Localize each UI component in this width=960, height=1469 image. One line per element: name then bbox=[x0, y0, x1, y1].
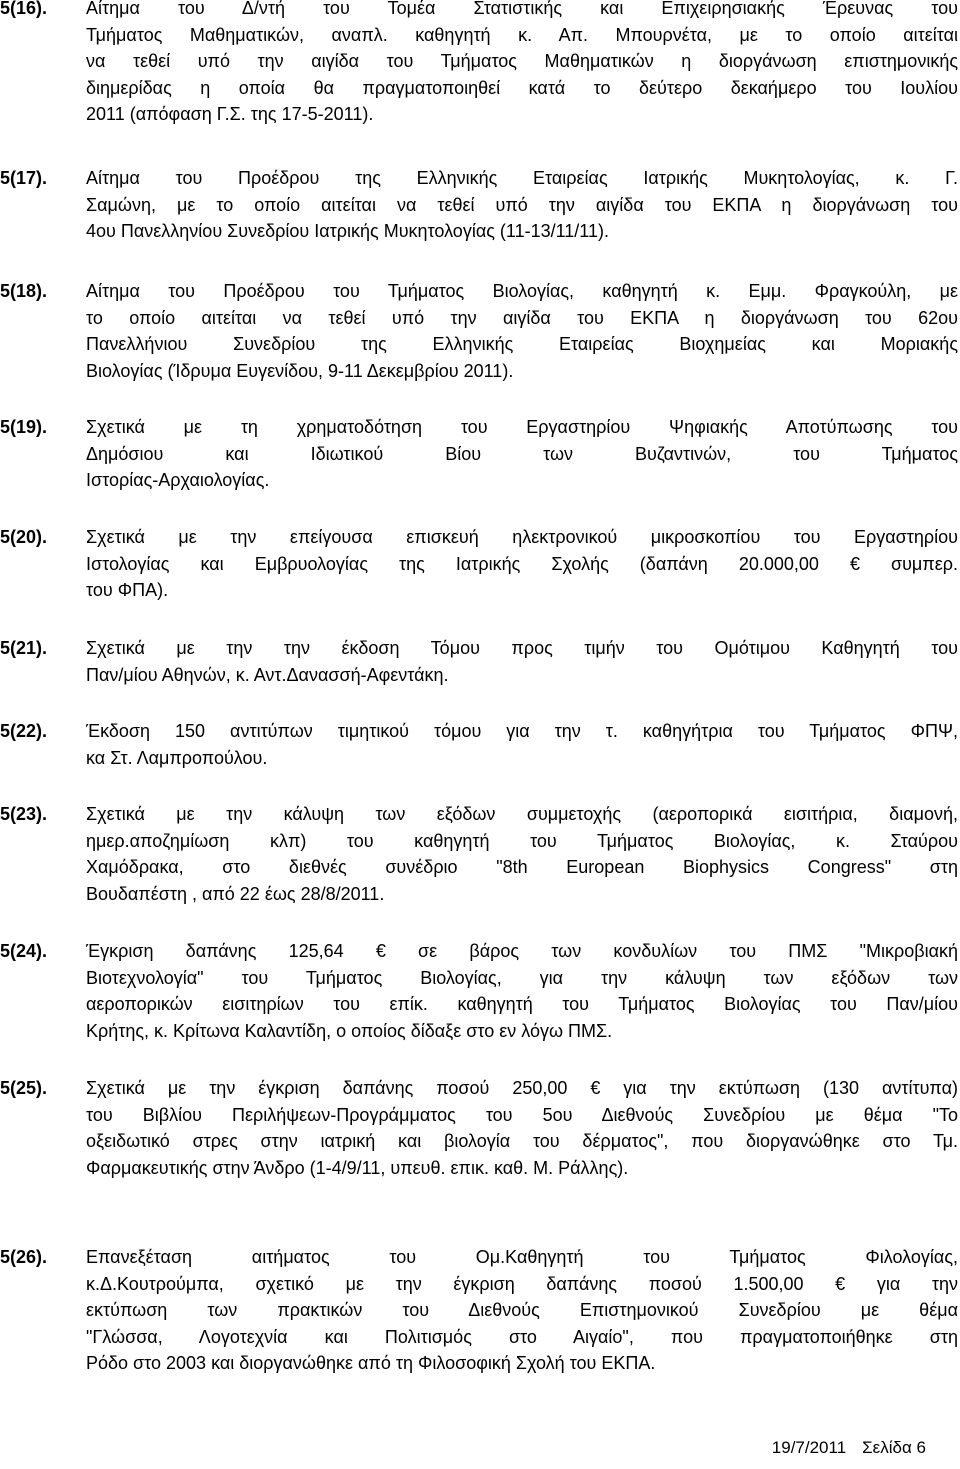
text-line: Έγκριση δαπάνης 125,64 € σε βάρος των κονδυλίων του ΠΜΣ "Μικροβιακή bbox=[86, 941, 958, 961]
text-line: Σχετικά με την επείγουσα επισκευή ηλεκτρονικού μικροσκοπίου του Εργαστηρίου bbox=[86, 527, 958, 547]
item-text bbox=[86, 414, 960, 494]
text-line: Χαμόδρακα, στο διεθνές συνέδριο "8th European Biophysics Congress" στη bbox=[86, 857, 958, 877]
item-number: 5(20). bbox=[0, 527, 48, 547]
item-text bbox=[86, 1244, 960, 1377]
text-line: Σχετικά με την την έκδοση Τόμου προς τιμήν του Ομότιμου Καθηγητή του bbox=[86, 638, 958, 658]
item-number: 5(16). bbox=[0, 0, 48, 18]
item-number: 5(25). bbox=[0, 1078, 48, 1098]
text-line: διημερίδας η οποία θα πραγματοποιηθεί κατά το δεύτερο δεκαήμερο του Ιουλίου bbox=[86, 77, 958, 98]
text-line: Αίτημα του Προέδρου της Ελληνικής Εταιρείας Ιατρικής Μυκητολογίας, κ. Γ. bbox=[86, 168, 958, 188]
text-line: του ΦΠΑ). bbox=[86, 580, 169, 600]
text-line: κ.Δ.Κουτρούμπα, σχετικό με την έγκριση δαπάνης ποσού 1.500,00 € για την bbox=[86, 1273, 958, 1294]
text-line: κα Στ. Λαμπροπούλου. bbox=[86, 747, 268, 768]
text-line: Σχετικά με την έγκριση δαπάνης ποσού 250,00 € για την εκτύπωση (130 αντίτυπα) bbox=[86, 1078, 958, 1098]
agenda-item bbox=[0, 165, 960, 245]
text-line: Κρήτης, κ. Κρίτωνα Καλαντίδη, ο οποίος δίδαξε στο εν λόγω ΠΜΣ. bbox=[86, 1020, 613, 1041]
text-line: Ιστορίας-Αρχαιολογίας. bbox=[86, 470, 270, 490]
item-text bbox=[86, 0, 960, 128]
agenda-item bbox=[0, 938, 960, 1044]
item-number: 5(24). bbox=[0, 941, 48, 961]
text-line: του Βιβλίου Περιλήψεων-Προγράμματος του 5ου Διεθνούς Συνεδρίου με θέμα "Το bbox=[86, 1104, 958, 1125]
item-text bbox=[86, 165, 960, 245]
agenda-item bbox=[0, 0, 960, 128]
page-footer bbox=[772, 1436, 926, 1460]
item-text bbox=[86, 938, 960, 1044]
agenda-item bbox=[0, 718, 960, 771]
text-line: "Γλώσσα, Λογοτεχνία και Πολιτισμός στο Αιγαίο", που πραγματοποιήθηκε στη bbox=[86, 1326, 958, 1347]
text-line: οξειδωτικό στρες στην ιατρική και βιολογία του δέρματος", που διοργανώθηκε στο Τμ. bbox=[86, 1131, 958, 1151]
text-line: ημερ.αποζημίωση κλπ) του καθηγητή του Τμήματος Βιολογίας, κ. Σταύρου bbox=[86, 830, 958, 851]
item-text bbox=[86, 278, 960, 384]
text-line: Ιστολογίας και Εμβρυολογίας της Ιατρικής Σχολής (δαπάνη 20.000,00 € συμπερ. bbox=[86, 553, 958, 574]
text-line: το οποίο αιτείται να τεθεί υπό την αιγίδα του ΕΚΠΑ η διοργάνωση του 62ου bbox=[86, 307, 958, 328]
item-text bbox=[86, 718, 960, 771]
footer-page-number: Σελίδα 6 bbox=[862, 1438, 926, 1457]
text-line: Βιοτεχνολογία" του Τμήματος Βιολογίας, για την κάλυψη των εξόδων των bbox=[86, 967, 958, 988]
text-line: Αίτημα του Δ/ντή του Τομέα Στατιστικής και Επιχειρησιακής Έρευνας του bbox=[86, 0, 958, 18]
item-number: 5(22). bbox=[0, 721, 48, 741]
agenda-item bbox=[0, 1244, 960, 1377]
text-line: Έκδοση 150 αντιτύπων τιμητικού τόμου για την τ. καθηγήτρια του Τμήματος ΦΠΨ, bbox=[86, 721, 958, 741]
text-line: Αίτημα του Προέδρου του Τμήματος Βιολογίας, καθηγητή κ. Εμμ. Φραγκούλη, με bbox=[86, 281, 958, 301]
text-line: Σαμώνη, με το οποίο αιτείται να τεθεί υπό την αιγίδα του ΕΚΠΑ η διοργάνωση του bbox=[86, 194, 958, 215]
text-line: 2011 (απόφαση Γ.Σ. της 17-5-2011). bbox=[86, 104, 374, 124]
agenda-item bbox=[0, 414, 960, 494]
text-line: εκτύπωση των πρακτικών του Διεθνούς Επιστημονικού Συνεδρίου με θέμα bbox=[86, 1300, 958, 1320]
text-line: Πανελλήνιου Συνεδρίου της Ελληνικής Εταιρείας Βιοχημείας και Μοριακής bbox=[86, 334, 958, 354]
item-number: 5(21). bbox=[0, 638, 48, 658]
item-text bbox=[86, 801, 960, 907]
footer-date: 19/7/2011 bbox=[771, 1438, 847, 1457]
agenda-item bbox=[0, 524, 960, 604]
item-number: 5(19). bbox=[0, 417, 48, 437]
text-line: να τεθεί υπό την αιγίδα του Τμήματος Μαθηματικών η διοργάνωση επιστημονικής bbox=[86, 51, 958, 71]
item-number: 5(17). bbox=[0, 168, 48, 188]
text-line: Βιολογίας (Ίδρυμα Ευγενίδου, 9-11 Δεκεμβρίου 2011). bbox=[86, 360, 514, 381]
item-number: 5(18). bbox=[0, 281, 48, 301]
text-line: Παν/μίου Αθηνών, κ. Αντ.Δανασσή-Αφεντάκη. bbox=[86, 664, 449, 685]
item-number: 5(26). bbox=[0, 1247, 48, 1267]
agenda-item bbox=[0, 1075, 960, 1181]
text-line: 4ου Πανελληνίου Συνεδρίου Ιατρικής Μυκητολογίας (11-13/11/11). bbox=[86, 221, 609, 241]
text-line: Ρόδο στο 2003 και διοργανώθηκε από τη Φιλοσοφική Σχολή του ΕΚΠΑ. bbox=[86, 1353, 656, 1373]
item-text bbox=[86, 635, 960, 688]
text-line: Σχετικά με την κάλυψη των εξόδων συμμετοχής (αεροπορικά εισιτήρια, διαμονή, bbox=[86, 804, 958, 824]
item-number: 5(23). bbox=[0, 804, 48, 824]
text-line: Βουδαπέστη , από 22 έως 28/8/2011. bbox=[86, 883, 385, 904]
item-text bbox=[86, 1075, 960, 1181]
agenda-item bbox=[0, 278, 960, 384]
agenda-item bbox=[0, 801, 960, 907]
text-line: Σχετικά με τη χρηματοδότηση του Εργαστηρίου Ψηφιακής Αποτύπωσης του bbox=[86, 417, 958, 437]
text-line: Τμήματος Μαθηματικών, αναπλ. καθηγητή κ. Απ. Μπουρνέτα, με το οποίο αιτείται bbox=[86, 24, 958, 45]
text-line: Επανεξέταση αιτήματος του Ομ.Καθηγητή του Τμήματος Φιλολογίας, bbox=[86, 1247, 958, 1267]
text-line: Φαρμακευτικής στην Άνδρο (1-4/9/11, υπευθ. επικ. καθ. Μ. Ράλλης). bbox=[86, 1157, 629, 1178]
text-line: Δημόσιου και Ιδιωτικού Βίου των Βυζαντινών, του Τμήματος bbox=[86, 443, 958, 464]
text-line: αεροπορικών εισιτηρίων του επίκ. καθηγητή του Τμήματος Βιολογίας του Παν/μίου bbox=[86, 994, 958, 1014]
agenda-item bbox=[0, 635, 960, 688]
item-text bbox=[86, 524, 960, 604]
